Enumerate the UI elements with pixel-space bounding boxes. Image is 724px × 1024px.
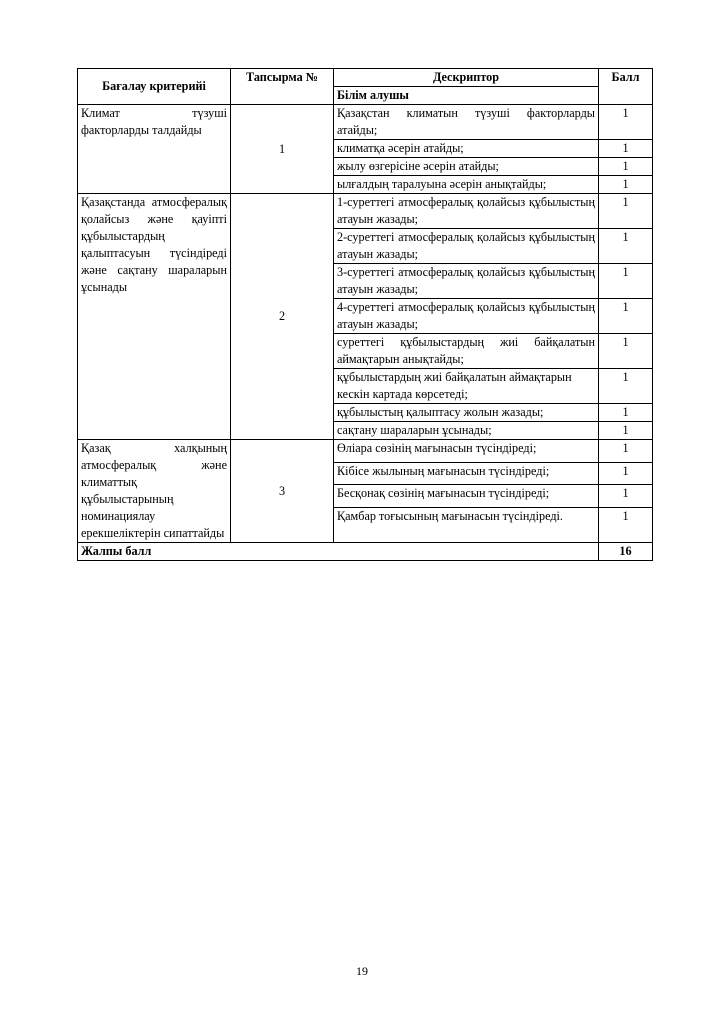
score-cell: 1 [599,404,653,422]
task-number-cell: 2 [231,194,334,440]
descriptor-cell: суреттегі құбылыстардың жиі байқалатын аймақтарын анықтайды; [334,334,599,369]
score-cell: 1 [599,264,653,299]
descriptor-cell: жылу өзгерісіне әсерін атайды; [334,158,599,176]
page-number: 19 [356,964,368,978]
descriptor-cell: 1-суреттегі атмосфералық қолайсыз құбылыстың атауын жазады; [334,194,599,229]
header-task: Тапсырма № [231,69,334,105]
score-cell: 1 [599,422,653,440]
score-cell: 1 [599,334,653,369]
score-cell: 1 [599,140,653,158]
criteria-cell: Климат түзуші факторларды талдайды [78,105,231,194]
total-score: 16 [599,543,653,561]
descriptor-cell: Өліара сөзінің мағынасын түсіндіреді; [334,440,599,463]
score-cell: 1 [599,158,653,176]
criteria-cell: Қазақ халқының атмосфералық және климаттық құбылыстарының номинациялау ерекшеліктерін сипаттайды [78,440,231,543]
criteria-cell: Қазақстанда атмосфералық қолайсыз және қауіпті құбылыстардың қалыптасуын түсіндіреді және сақтану шараларын ұсынады [78,194,231,440]
descriptor-cell: Кібісе жылының мағынасын түсіндіреді; [334,462,599,485]
descriptor-cell: климатқа әсерін атайды; [334,140,599,158]
score-cell: 1 [599,299,653,334]
descriptor-cell: Қамбар тоғысының мағынасын түсіндіреді. [334,508,599,543]
table-row [78,194,653,229]
header-descriptor-sub: Білім алушы [334,87,599,105]
header-criteria: Бағалау критерийі [78,69,231,105]
descriptor-cell: 2-суреттегі атмосфералық қолайсыз құбылыстың атауын жазады; [334,229,599,264]
descriptor-cell: Қазақстан климатын түзуші факторларды атайды; [334,105,599,140]
score-cell: 1 [599,462,653,485]
total-label: Жалпы балл [78,543,599,561]
task-number-cell: 1 [231,105,334,194]
task-number-cell: 3 [231,440,334,543]
score-cell: 1 [599,176,653,194]
assessment-rubric-table [77,68,653,561]
descriptor-cell: сақтану шараларын ұсынады; [334,422,599,440]
score-cell: 1 [599,369,653,404]
total-row [78,543,653,561]
score-cell: 1 [599,229,653,264]
table-row [78,440,653,463]
descriptor-cell: ылғалдың таралуына әсерін анықтайды; [334,176,599,194]
score-cell: 1 [599,485,653,508]
table-header-row [78,69,653,87]
table-row [78,105,653,140]
score-cell: 1 [599,194,653,229]
descriptor-cell: құбылыстардың жиі байқалатын аймақтарын кескін картада көрсетеді; [334,369,599,404]
score-cell: 1 [599,440,653,463]
descriptor-cell: 4-суреттегі атмосфералық қолайсыз құбылыстың атауын жазады; [334,299,599,334]
descriptor-cell: Бесқонақ сөзінің мағынасын түсіндіреді; [334,485,599,508]
descriptor-cell: 3-суреттегі атмосфералық қолайсыз құбылыстың атауын жазады; [334,264,599,299]
score-cell: 1 [599,105,653,140]
score-cell: 1 [599,508,653,543]
header-score: Балл [599,69,653,105]
header-descriptor: Дескриптор [334,69,599,87]
descriptor-cell: құбылыстың қалыптасу жолын жазады; [334,404,599,422]
